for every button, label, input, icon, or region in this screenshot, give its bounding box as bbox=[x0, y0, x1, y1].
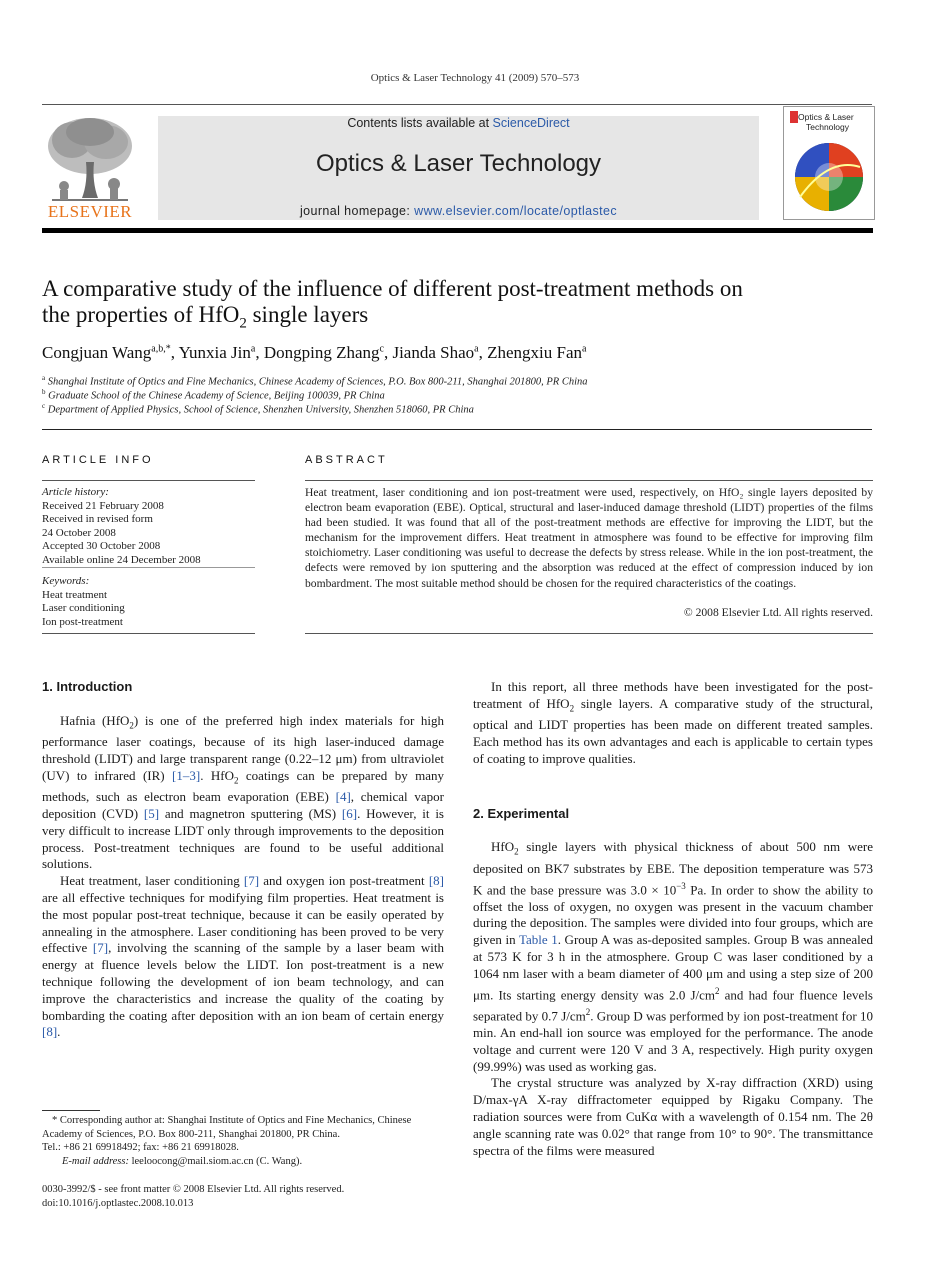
email-label: E-mail address: bbox=[62, 1155, 129, 1167]
author-name[interactable]: Congjuan Wang bbox=[42, 343, 152, 362]
cover-title bbox=[798, 113, 854, 132]
table-link[interactable]: Table 1 bbox=[518, 932, 558, 948]
author-name[interactable]: Zhengxiu Fan bbox=[487, 343, 582, 362]
keyword: Laser conditioning bbox=[42, 602, 125, 614]
contents-line bbox=[158, 116, 759, 130]
journal-cover[interactable] bbox=[783, 106, 875, 220]
citation-link[interactable]: [7] bbox=[92, 940, 109, 956]
article-info-heading: ARTICLE INFO bbox=[42, 454, 154, 466]
affiliation bbox=[42, 374, 588, 388]
title-subscript: 2 bbox=[239, 315, 247, 332]
journal-reference: Optics & Laser Technology 41 (2009) 570–573 bbox=[370, 72, 580, 84]
affiliation bbox=[42, 402, 474, 416]
affiliation-marker: c bbox=[42, 402, 46, 410]
abstract-text: Heat treatment, laser conditioning and ion post-treatment were used, respectively, on HfO₂ single layers deposited by electron beam evaporation (EBE). Optical, structural and laser-induced damage threshold (LIDT) properties of the films had been studied. It was found that all of the post-treatment methods are effective for improving the LIDT, but the mechanism for the improvement differs. Heat treatment in atmosphere was found to be effective for improving film stoichiometry. Laser conditioning was useful to decrease the defects by stress release. While in the ion post-treatment, the defects were removed by ion sputtering and the absorption was reduced at the effect of compression induced by ion bombardment. The most suitable method should be chosen for the required characteristics of the coatings. bbox=[305, 486, 873, 590]
body-left-column bbox=[42, 679, 444, 1041]
affiliation-rule bbox=[42, 429, 872, 430]
footnote-corresponding: * Corresponding author at: Shanghai Institute of Optics and Fine Mechanics, Chinese Academy of Sciences, P.O. Box 800-211, Shanghai 201800, PR China. bbox=[42, 1115, 412, 1140]
cover-art-icon bbox=[790, 137, 868, 215]
affiliation bbox=[42, 388, 385, 402]
intro-paragraph-2: Heat treatment, laser conditioning [7] and oxygen ion post-treatment [8] are all effective techniques for modifying film properties. Heat treatment is the most popular post-treat technique, because it can be easily operated by annealing in the atmosphere. Laser conditioning has been proved to be very effective [7], involving the scanning of the sample by a laser beam with energy at fluence levels below the LIDT. Ion post-treatment is a new technique following the development of ion beam technology, and can improve the characteristics and increase the quality of the coating by bombarding the coating after deposition with an ion beam of certain energy [8]. bbox=[42, 873, 444, 1040]
journal-homepage bbox=[158, 204, 759, 218]
footnote-rule bbox=[42, 1110, 100, 1111]
history-item: Available online 24 December 2008 bbox=[42, 553, 201, 566]
author-affil-marker: a bbox=[250, 343, 256, 355]
intro-paragraph-3: In this report, all three methods have been investigated for the post-treatment of HfO$_2$ single layers. A comparative study of the structural, optical and LIDT properties has been made on different treated samples. Each method has its own advantages and each is applicable to certain types of coating to improve qualities. bbox=[473, 679, 873, 766]
article-info-rule bbox=[42, 480, 255, 481]
body-right-column bbox=[473, 679, 873, 1159]
elsevier-wordmark: ELSEVIER bbox=[47, 202, 133, 221]
section-heading-introduction: 1. Introduction bbox=[42, 679, 133, 694]
citation-link[interactable]: [4] bbox=[335, 789, 351, 805]
abstract-rule bbox=[305, 480, 873, 481]
sciencedirect-link[interactable]: ScienceDirect bbox=[492, 116, 570, 130]
keyword: Heat treatment bbox=[42, 588, 108, 601]
title-line2 bbox=[42, 302, 872, 337]
homepage-prefix: journal homepage: bbox=[299, 204, 415, 218]
doi-line[interactable]: doi:10.1016/j.optlastec.2008.10.013 bbox=[42, 1197, 194, 1209]
affiliation-marker: a bbox=[42, 374, 46, 382]
section-heading-experimental: 2. Experimental bbox=[473, 805, 570, 821]
history-item: 24 October 2008 bbox=[42, 526, 116, 539]
author-affil-marker: a bbox=[474, 343, 479, 355]
abstract-copyright: © 2008 Elsevier Ltd. All rights reserved. bbox=[683, 606, 873, 619]
intro-paragraph-1: Hafnia (HfO$_2$) is one of the preferred high index materials for high performance laser coatings, because of its high laser-induced damage threshold (LIDT) and large transparent range (0.22–12 μm) from ultraviolet (UV) to infrared (IR) [1–3]. HfO$_2$ coatings can be prepared by many methods, such as electron beam evaporation (EBE) [4], chemical vapor deposition (CVD) [5] and magnetron sputtering (MS) [6]. However, it is very difficult to increase LIDT only through improvements to the deposition process. Post-treatment techniques are found to be useful additional solutions. bbox=[42, 712, 444, 872]
elsevier-logo[interactable] bbox=[42, 112, 138, 222]
article-info-bottom-rule bbox=[42, 633, 255, 634]
journal-banner bbox=[158, 116, 759, 220]
keyword: Ion post-treatment bbox=[42, 615, 123, 628]
footnote-email-line bbox=[42, 1155, 444, 1169]
footnote-tel: Tel.: +86 21 69918492; fax: +86 21 69918028. bbox=[42, 1142, 239, 1153]
title-line2-prefix: the properties of HfO bbox=[42, 302, 240, 327]
author-name[interactable]: Yunxia Jin bbox=[178, 343, 251, 362]
history-label: Article history: bbox=[42, 486, 109, 498]
affiliation-text: Department of Applied Physics, School of Science, Shenzhen University, Shenzhen 518060, PR China bbox=[47, 404, 474, 416]
affiliation-text: Shanghai Institute of Optics and Fine Mechanics, Chinese Academy of Sciences, P.O. Box 800-211, Shanghai 201800, PR China bbox=[47, 376, 588, 388]
email-link[interactable]: leeloocong@mail.siom.ac.cn (C. Wang). bbox=[131, 1155, 303, 1167]
citation-link[interactable]: [7] bbox=[243, 873, 260, 889]
history-item: Accepted 30 October 2008 bbox=[42, 540, 161, 552]
experimental-paragraph-2: The crystal structure was analyzed by X-ray diffraction (XRD) using D/max-γA X-ray diffractometer equipped by Rigaku Company. The radiation sources were from CuKα with a wavelength of 0.154 nm. The 2θ angle scanning rate was 0.02° that range from 10° to 90°. The transmittance spectra of the films were measured bbox=[473, 1075, 873, 1158]
abstract-heading: ABSTRACT bbox=[305, 454, 388, 466]
header-bottom-rule bbox=[42, 228, 873, 233]
citation-link[interactable]: [5] bbox=[143, 805, 160, 821]
author-name[interactable]: Jianda Shao bbox=[392, 343, 475, 362]
author-list: Congjuan Wang$^{a,b,*}$, Yunxia Jin$^a$, Dongping Zhang$^c$, Jianda Shao$^a$, Zhengxiu Fan$^a$ bbox=[42, 343, 587, 362]
history-item: Received in revised form bbox=[42, 513, 153, 525]
contents-prefix: Contents lists available at bbox=[347, 116, 493, 130]
article-history bbox=[42, 486, 255, 567]
abstract-bottom-rule bbox=[305, 633, 873, 634]
keywords-label: Keywords: bbox=[42, 575, 90, 587]
header-top-rule bbox=[42, 104, 872, 105]
page-footer bbox=[42, 1183, 344, 1210]
citation-link[interactable]: [8] bbox=[428, 873, 444, 889]
issn-line: 0030-3992/$ - see front matter © 2008 Elsevier Ltd. All rights reserved. bbox=[42, 1184, 345, 1195]
author-affil-marker: c bbox=[379, 343, 384, 355]
cover-title-line1: Optics & Laser bbox=[798, 112, 854, 122]
author-affil-marker: a bbox=[582, 343, 587, 355]
corresponding-author-footnote bbox=[42, 1114, 444, 1168]
homepage-link[interactable]: www.elsevier.com/locate/optlastec bbox=[414, 204, 618, 218]
author-name[interactable]: Dongping Zhang bbox=[263, 343, 380, 362]
experimental-paragraph-1: HfO$_2$ single layers with physical thickness of about 500 nm were deposited on BK7 substrates by EBE. The deposition temperature was 573 K and the base pressure was $3.0 \times 10^{-3}$ Pa. In order to show the ability to offset the loss of oxygen, no oxygen was present in the vacuum chamber during the deposition. The samples were divided into four groups, which are given in Table 1. Group A was as-deposited samples. Group B was annealed at 573 K for 3 h in the atmosphere. Group C was laser conditioned by a 1064 nm laser with a beam diameter of 400 μm and using a step size of 200 μm. Its starting energy density was 2.0 $J/cm^2$ and had four fluence levels separated by 0.7 $J/cm^2$. Group D was performed by ion post-treatment for 10 min. An end-hall ion source was employed for the performance. The anode voltage and current were 120 V and 3 A, respectively. High purity oxygen (99.99%) was used as working gas. bbox=[473, 839, 874, 1074]
citation-link[interactable]: [6] bbox=[341, 805, 358, 821]
cover-corner-icon bbox=[790, 111, 798, 123]
cover-title-line2: Technology bbox=[806, 121, 850, 132]
author-affil-marker: a,b,* bbox=[151, 343, 171, 355]
history-item: Received 21 February 2008 bbox=[42, 499, 164, 512]
title-line2-suffix: single layers bbox=[246, 302, 369, 327]
citation-link[interactable]: [8] bbox=[42, 1024, 58, 1040]
history-rule bbox=[42, 567, 255, 568]
affiliation-text: Graduate School of the Chinese Academy of Science, Beijing 100039, PR China bbox=[48, 390, 385, 402]
title-line1: A comparative study of the influence of different post-treatment methods on bbox=[42, 276, 743, 301]
keywords bbox=[42, 575, 255, 629]
tree-icon bbox=[42, 112, 138, 204]
journal-title: Optics & Laser Technology bbox=[315, 150, 602, 177]
affiliation-marker: b bbox=[42, 388, 46, 396]
article-title bbox=[42, 276, 872, 337]
citation-link[interactable]: [1–3] bbox=[172, 767, 201, 783]
